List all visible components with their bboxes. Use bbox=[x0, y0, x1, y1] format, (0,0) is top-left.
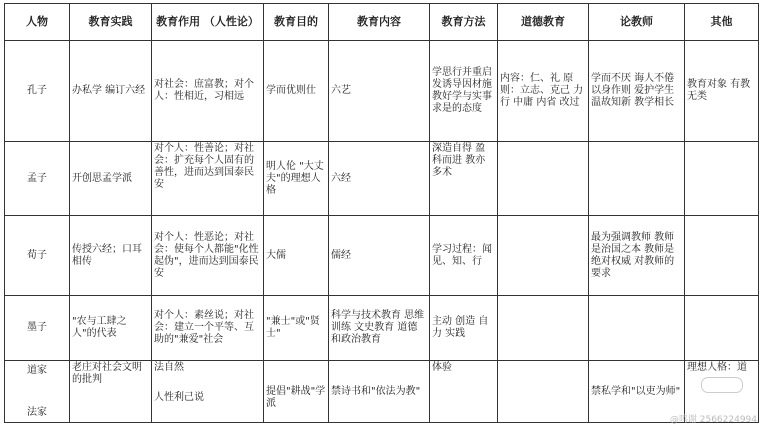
header-cell: 人物 bbox=[5, 4, 70, 41]
table-row bbox=[5, 296, 759, 361]
goal-cell: 明人伦 "大丈夫"的理想人格 bbox=[264, 142, 329, 216]
other-cell: 教育对象 有教无类 bbox=[685, 41, 759, 142]
person-name: 法家 bbox=[27, 406, 47, 418]
role-text: 法自然 bbox=[154, 362, 184, 373]
other-cell bbox=[685, 216, 759, 296]
goal-text: 提倡"耕战"学派 bbox=[266, 386, 326, 409]
table-row bbox=[5, 142, 759, 216]
person-name-group bbox=[5, 361, 70, 423]
teacher-cell: 学而不厌 诲人不倦 以身作则 爱护学生 温故知新 教学相长 bbox=[589, 41, 685, 142]
person-name: 荀子 bbox=[5, 216, 70, 296]
table-row bbox=[5, 41, 759, 142]
role-cell: 对个人：素丝说；对社会：建立一个平等、互助的"兼爱"社会 bbox=[152, 296, 264, 361]
person-name: 孟子 bbox=[5, 142, 70, 216]
content-cell: 儒经 bbox=[329, 216, 430, 296]
person-name: 道家 bbox=[27, 364, 47, 376]
role-cell: 对个人：性善论；对社会：扩充每个人固有的善性，进而达到国泰民安 bbox=[152, 142, 264, 216]
teacher-cell bbox=[589, 142, 685, 216]
method-cell: 学思行并重启发诱导因材施教好学与实事求是的态度 bbox=[430, 41, 498, 142]
moral-cell bbox=[498, 216, 589, 296]
goal-cell: 学而优则仕 bbox=[264, 41, 329, 142]
practice-cell: 传授六经；口耳相传 bbox=[70, 216, 152, 296]
method-cell: 体验 bbox=[430, 361, 498, 423]
table-row bbox=[5, 216, 759, 296]
other-cell: 理想人格：道 bbox=[685, 361, 759, 423]
practice-cell: "农与工肆之人"的代表 bbox=[70, 296, 152, 361]
watermark-logo bbox=[701, 377, 743, 393]
goal-cell: 大儒 bbox=[264, 216, 329, 296]
moral-cell bbox=[498, 142, 589, 216]
moral-cell: 内容：仁、礼 原则：立志、克己 力行 中庸 内省 改过 bbox=[498, 41, 589, 142]
content-text: 禁诗书和"依法为教" bbox=[331, 386, 421, 397]
role-text: 人性利己说 bbox=[154, 392, 204, 403]
header-cell: 教育目的 bbox=[264, 4, 329, 41]
header-cell: 论教师 bbox=[589, 4, 685, 41]
teacher-cell bbox=[589, 296, 685, 361]
practice-cell: 开创思孟学派 bbox=[70, 142, 152, 216]
header-cell: 其他 bbox=[685, 4, 759, 41]
header-cell: 教育作用 （人性论） bbox=[152, 4, 264, 41]
method-cell: 深造自得 盈科而进 教亦多术 bbox=[430, 142, 498, 216]
person-name: 墨子 bbox=[5, 296, 70, 361]
other-cell bbox=[685, 142, 759, 216]
practice-cell: 办私学 编订六经 bbox=[70, 41, 152, 142]
watermark: @鸣谢 2566224994 bbox=[669, 415, 757, 425]
content-cell: 六艺 bbox=[329, 41, 430, 142]
role-cell: 对社会：庶富教；对个人：性相近，习相远 bbox=[152, 41, 264, 142]
header-cell: 教育方法 bbox=[430, 4, 498, 41]
content-cell: 六经 bbox=[329, 142, 430, 216]
method-cell: 主动 创造 自力 实践 bbox=[430, 296, 498, 361]
other-cell bbox=[685, 296, 759, 361]
role-cell: 对个人：性恶论；对社会：使每个人都能"化性起伪"，进而达到国泰民安 bbox=[152, 216, 264, 296]
table-row bbox=[5, 361, 759, 423]
role-cell-group bbox=[152, 361, 264, 423]
education-thought-table bbox=[4, 3, 759, 423]
person-name: 孔子 bbox=[5, 41, 70, 142]
method-cell: 学习过程：闻见、知、行 bbox=[430, 216, 498, 296]
teacher-text: 禁私学和"以吏为师" bbox=[591, 386, 681, 397]
goal-cell bbox=[264, 361, 329, 423]
moral-cell bbox=[498, 361, 589, 423]
goal-cell: "兼士"或"贤士" bbox=[264, 296, 329, 361]
content-cell: 科学与技术教育 思维训练 文史教育 道德和政治教育 bbox=[329, 296, 430, 361]
content-cell bbox=[329, 361, 430, 423]
header-cell: 道德教育 bbox=[498, 4, 589, 41]
moral-cell bbox=[498, 296, 589, 361]
practice-cell: 老庄对社会文明的批判 bbox=[70, 361, 152, 423]
header-cell: 教育内容 bbox=[329, 4, 430, 41]
header-cell: 教育实践 bbox=[70, 4, 152, 41]
teacher-cell: 最为强调教师 教师是治国之本 教师是绝对权威 对教师的要求 bbox=[589, 216, 685, 296]
header-row bbox=[5, 4, 759, 41]
